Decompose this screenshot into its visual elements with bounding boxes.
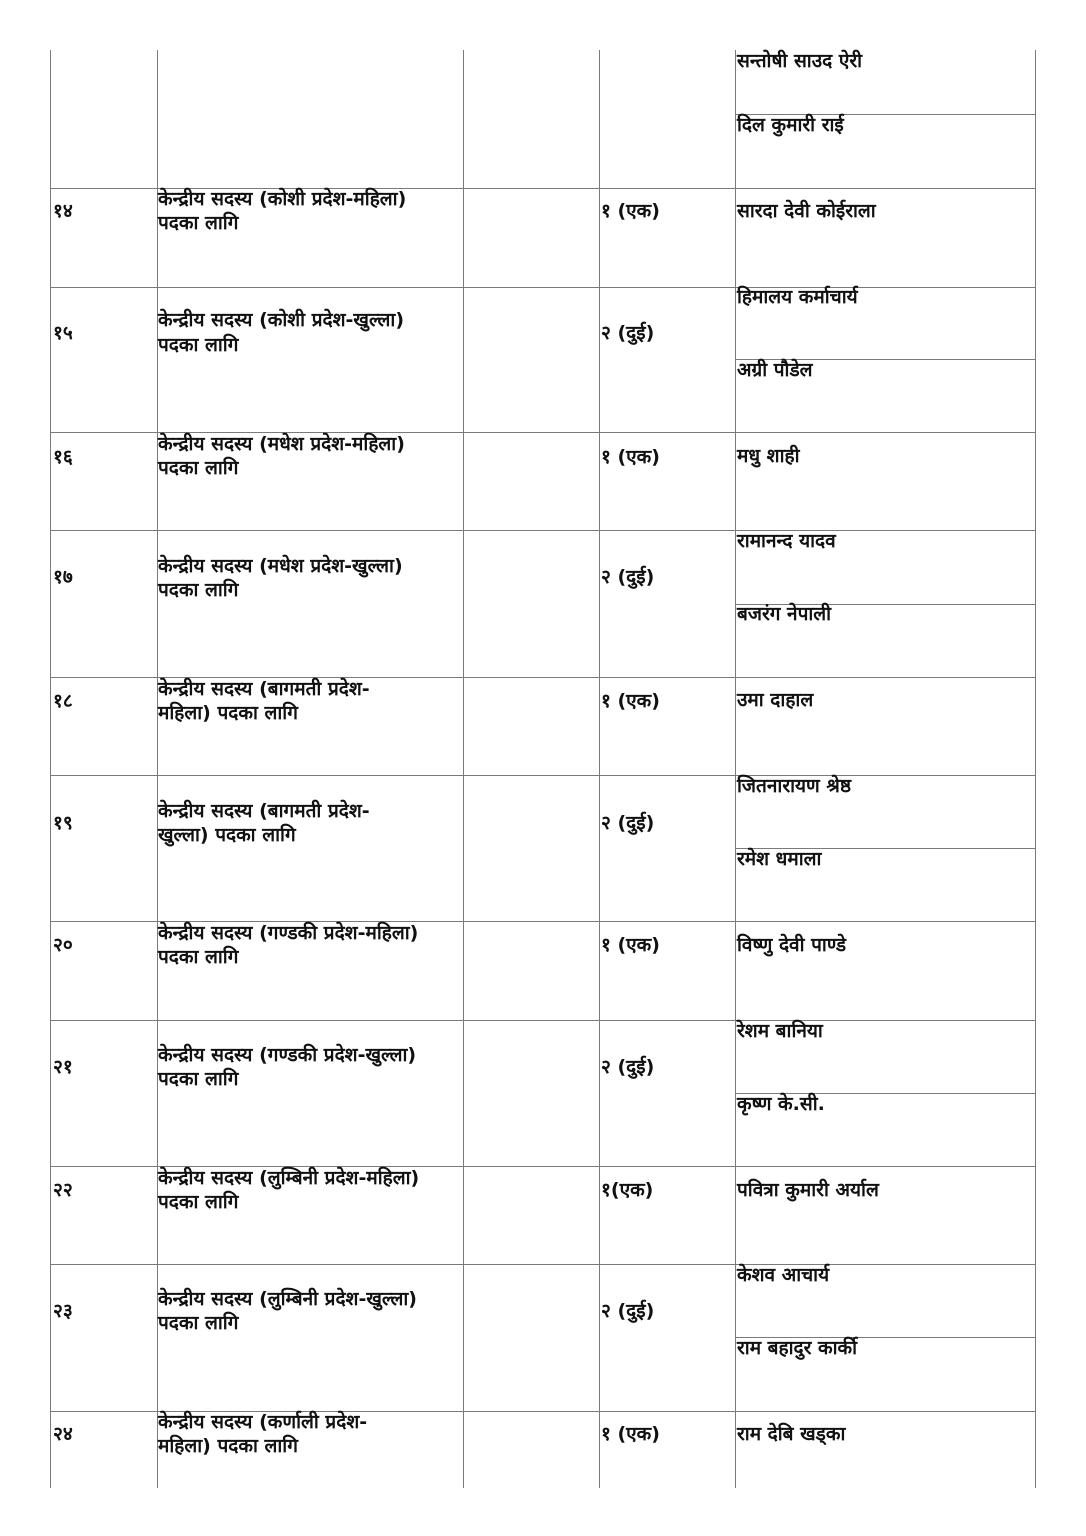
column-line xyxy=(735,50,736,1488)
column-line xyxy=(50,50,51,1488)
serial-number: १९ xyxy=(53,812,73,834)
seat-count: १ (एक) xyxy=(601,690,660,712)
post-title: पदका लागि xyxy=(158,457,239,479)
candidate-name: कृष्ण के.सी. xyxy=(737,1093,825,1115)
column-line xyxy=(599,50,600,1488)
candidate-name: केशव आचार्य xyxy=(737,1264,830,1286)
post-title: पदका लागि xyxy=(158,1068,239,1090)
seat-count: १ (एक) xyxy=(601,446,660,468)
candidate-name: जितनारायण श्रेष्ठ xyxy=(737,775,852,797)
candidate-name: अग्री पौडेल xyxy=(737,359,813,381)
serial-number: २३ xyxy=(53,1300,73,1322)
candidate-table xyxy=(50,50,1036,1488)
seat-count: १ (एक) xyxy=(601,1423,660,1445)
row-line xyxy=(50,530,1036,531)
serial-number: २० xyxy=(53,934,73,956)
post-title: महिला) पदका लागि xyxy=(158,702,298,724)
post-title: केन्द्रीय सदस्य (मधेश प्रदेश-खुल्ला) xyxy=(158,555,403,577)
post-title: केन्द्रीय सदस्य (कोशी प्रदेश-खुल्ला) xyxy=(158,309,405,331)
seat-count: १ (एक) xyxy=(601,934,660,956)
post-title: पदका लागि xyxy=(158,946,239,968)
row-line xyxy=(50,1264,1036,1265)
post-title: पदका लागि xyxy=(158,334,239,356)
post-title: केन्द्रीय सदस्य (गण्डकी प्रदेश-महिला) xyxy=(158,922,419,944)
post-title: पदका लागि xyxy=(158,212,239,234)
candidate-name: सारदा देवी कोईराला xyxy=(737,200,876,222)
row-line xyxy=(50,287,1036,288)
seat-count: २ (दुई) xyxy=(601,1056,655,1078)
post-title: केन्द्रीय सदस्य (लुम्बिनी प्रदेश-खुल्ला) xyxy=(158,1288,417,1310)
candidate-name: मधु शाही xyxy=(737,445,800,467)
serial-number: १७ xyxy=(53,566,73,588)
serial-number: १८ xyxy=(53,690,73,712)
column-line xyxy=(157,50,158,1488)
candidate-name: सन्तोषी साउद ऐरी xyxy=(737,50,863,72)
serial-number: २२ xyxy=(53,1179,73,1201)
candidate-name: विष्णु देवी पाण्डे xyxy=(737,934,847,956)
post-title: खुल्ला) पदका लागि xyxy=(158,824,296,846)
candidate-name: उमा दाहाल xyxy=(737,689,814,711)
post-title: केन्द्रीय सदस्य (लुम्बिनी प्रदेश-महिला) xyxy=(158,1167,420,1189)
column-line xyxy=(1035,50,1036,1488)
post-title: केन्द्रीय सदस्य (कोशी प्रदेश-महिला) xyxy=(158,188,407,210)
serial-number: १६ xyxy=(53,446,73,468)
post-title: केन्द्रीय सदस्य (बागमती प्रदेश- xyxy=(158,678,370,700)
post-title: पदका लागि xyxy=(158,579,239,601)
column-line xyxy=(463,50,464,1488)
candidate-name: दिल कुमारी राई xyxy=(737,114,844,136)
post-title: केन्द्रीय सदस्य (कर्णाली प्रदेश- xyxy=(158,1411,368,1433)
post-title: पदका लागि xyxy=(158,1191,239,1213)
candidate-name: रमेश धमाला xyxy=(737,848,822,870)
post-title: केन्द्रीय सदस्य (मधेश प्रदेश-महिला) xyxy=(158,433,405,455)
row-line xyxy=(50,775,1036,776)
candidate-name: पवित्रा कुमारी अर्याल xyxy=(737,1179,879,1201)
post-title: पदका लागि xyxy=(158,1312,239,1334)
row-line xyxy=(50,1020,1036,1021)
post-title: महिला) पदका लागि xyxy=(158,1435,298,1457)
candidate-name: रेशम बानिया xyxy=(737,1020,823,1042)
candidate-name: बजरंग नेपाली xyxy=(737,603,832,625)
seat-count: २ (दुई) xyxy=(601,1300,655,1322)
serial-number: १४ xyxy=(53,200,73,222)
seat-count: १ (एक) xyxy=(601,200,660,222)
seat-count: २ (दुई) xyxy=(601,812,655,834)
candidate-name: राम देबि खड्का xyxy=(737,1423,846,1445)
candidate-name: राम बहादुर कार्की xyxy=(737,1337,858,1359)
serial-number: २१ xyxy=(53,1056,73,1078)
post-title: केन्द्रीय सदस्य (बागमती प्रदेश- xyxy=(158,800,370,822)
candidate-name: रामानन्द यादव xyxy=(737,530,836,552)
post-title: केन्द्रीय सदस्य (गण्डकी प्रदेश-खुल्ला) xyxy=(158,1044,417,1066)
seat-count: २ (दुई) xyxy=(601,566,655,588)
serial-number: २४ xyxy=(53,1423,73,1445)
seat-count: १(एक) xyxy=(601,1179,654,1201)
candidate-name: हिमालय कर्माचार्य xyxy=(737,286,858,308)
seat-count: २ (दुई) xyxy=(601,322,655,344)
serial-number: १५ xyxy=(53,322,73,344)
